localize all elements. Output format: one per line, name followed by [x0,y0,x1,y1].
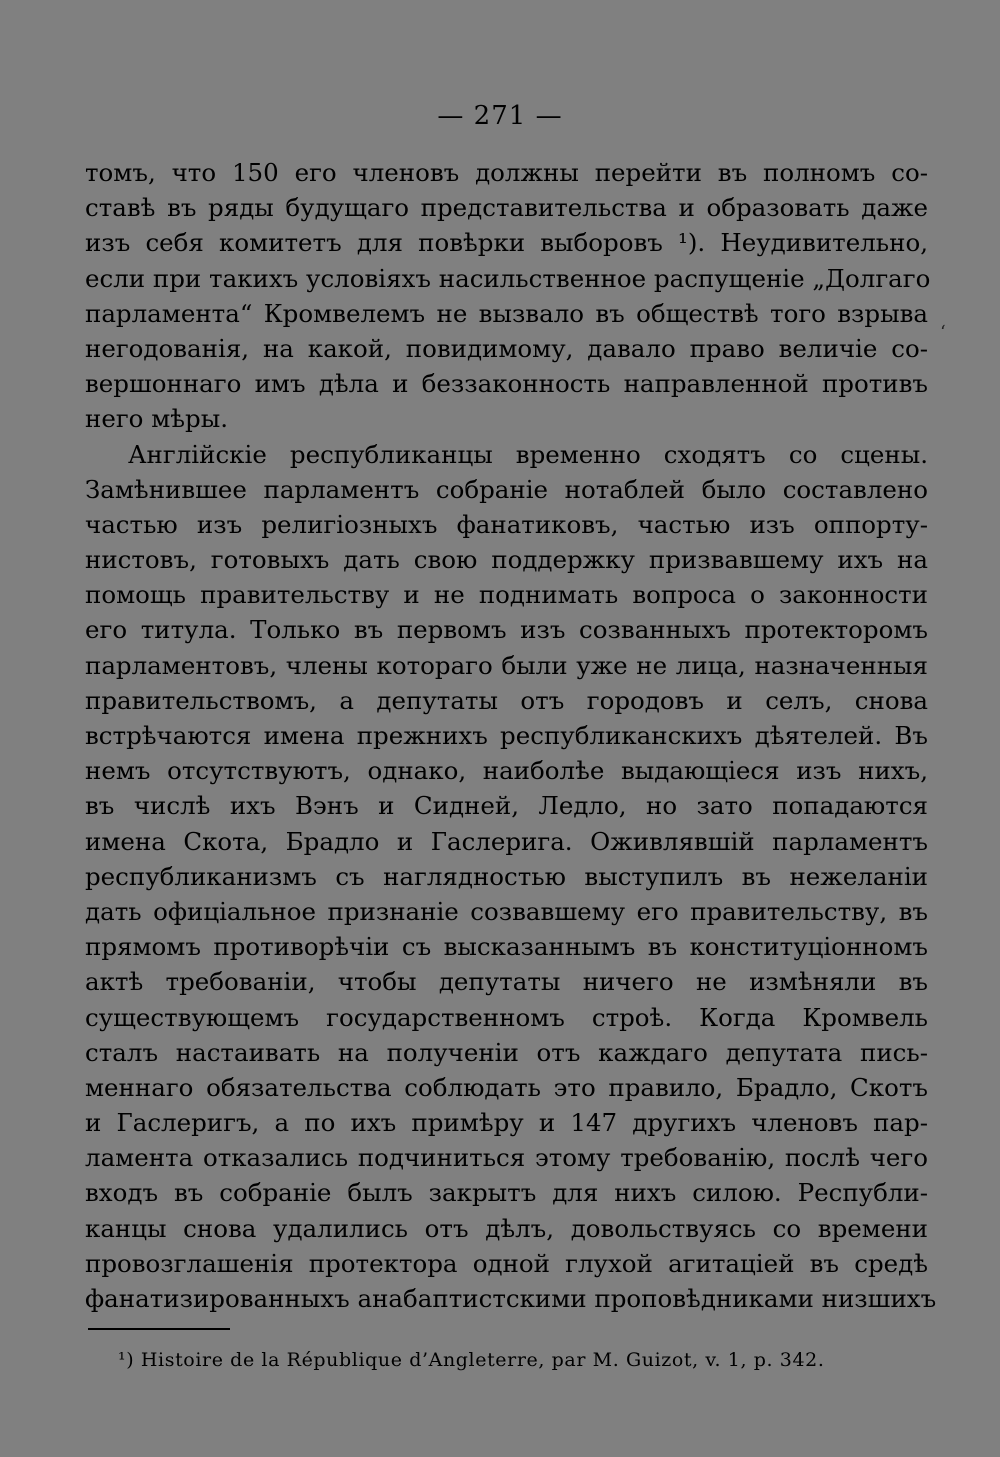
text-line: негодованія, на какой, повидимому, давало право величіе со- [85,333,928,363]
text-line: Замѣнившее парламентъ собраніе нотаблей было составлено [85,474,928,504]
text-line: нистовъ, готовыхъ дать свою поддержку призвавшему ихъ на [85,545,928,575]
text-line: немъ отсутствуютъ, однако, наиболѣе выдающіеся изъ нихъ, [85,756,928,786]
text-line: изъ себя комитетъ для повѣрки выборовъ ¹). Неудивительно, [85,228,928,258]
text-line: правительствомъ, а депутаты отъ городовъ и селъ, снова [85,685,928,715]
text-line: провозглашенія протектора одной глухой агитаціей въ средѣ [85,1248,928,1278]
text-line: если при такихъ условіяхъ насильственное распущеніе „Долгаго [85,263,931,293]
text-line: него мѣры. [85,404,229,434]
text-line: дать офиціальное признаніе созвавшему его правительству, въ [85,896,928,926]
text-line: имена Скота, Брадло и Гаслерига. Оживлявшій парламентъ [85,826,928,856]
text-line: ставѣ въ ряды будущаго представительства и образовать даже [85,193,928,223]
text-line: помощь правительству и не поднимать вопроса о законности [85,580,928,610]
footnote: ¹) Histoire de la République d’Angleterre, par M. Guizot, v. 1, p. 342. [118,1349,825,1371]
text-line: актѣ требованіи, чтобы депутаты ничего не измѣняли въ [85,967,928,997]
text-line: частью изъ религіозныхъ фанатиковъ, частью изъ оппорту- [85,509,928,539]
footnote-rule [88,1328,230,1330]
text-line: его титула. Только въ первомъ изъ созванныхъ протекторомъ [85,615,928,645]
body-text [85,155,937,1316]
text-line: томъ, что 150 его членовъ должны перейти въ полномъ со- [85,158,928,187]
text-line: входъ въ собраніе былъ закрытъ для нихъ силою. Республи- [85,1178,928,1208]
margin-mark: ʻ [940,322,946,343]
text-line: прямомъ противорѣчіи съ высказаннымъ въ конституціонномъ [85,932,928,962]
text-line: вершоннаго имъ дѣла и беззаконность направленной противъ [85,369,928,399]
text-line: парламента“ Кромвелемъ не вызвало въ обществѣ того взрыва [85,298,928,328]
text-line: сталъ настаивать на полученіи отъ каждаго депутата пись- [85,1037,928,1067]
page-number: — 271 — [437,101,563,131]
text-line: ламента отказались подчиниться этому требованію, послѣ чего [85,1143,928,1173]
text-line: и Гаслеригъ, а по ихъ примѣру и 147 другихъ членовъ пар- [85,1108,928,1138]
text-line: фанатизированныхъ анабаптистскими проповѣдниками низшихъ [85,1284,937,1313]
text-line: республиканизмъ съ наглядностью выступилъ въ нежеланіи [85,861,928,891]
text-line: меннаго обязательства соблюдать это правило, Брадло, Скотъ [85,1072,928,1102]
text-line: встрѣчаются имена прежнихъ республиканскихъ дѣятелей. Въ [85,721,928,750]
text-line: существующемъ государственномъ строѣ. Когда Кромвель [85,1002,928,1032]
text-line: въ числѣ ихъ Вэнъ и Сидней, Ледло, но зато попадаются [85,791,928,821]
text-line: канцы снова удалились отъ дѣлъ, довольствуясь со времени [85,1213,928,1243]
text-line: Англійскіе республиканцы временно сходятъ со сцены. [128,439,928,469]
text-line: парламентовъ, члены котораго были уже не лица, назначенныя [85,650,928,680]
